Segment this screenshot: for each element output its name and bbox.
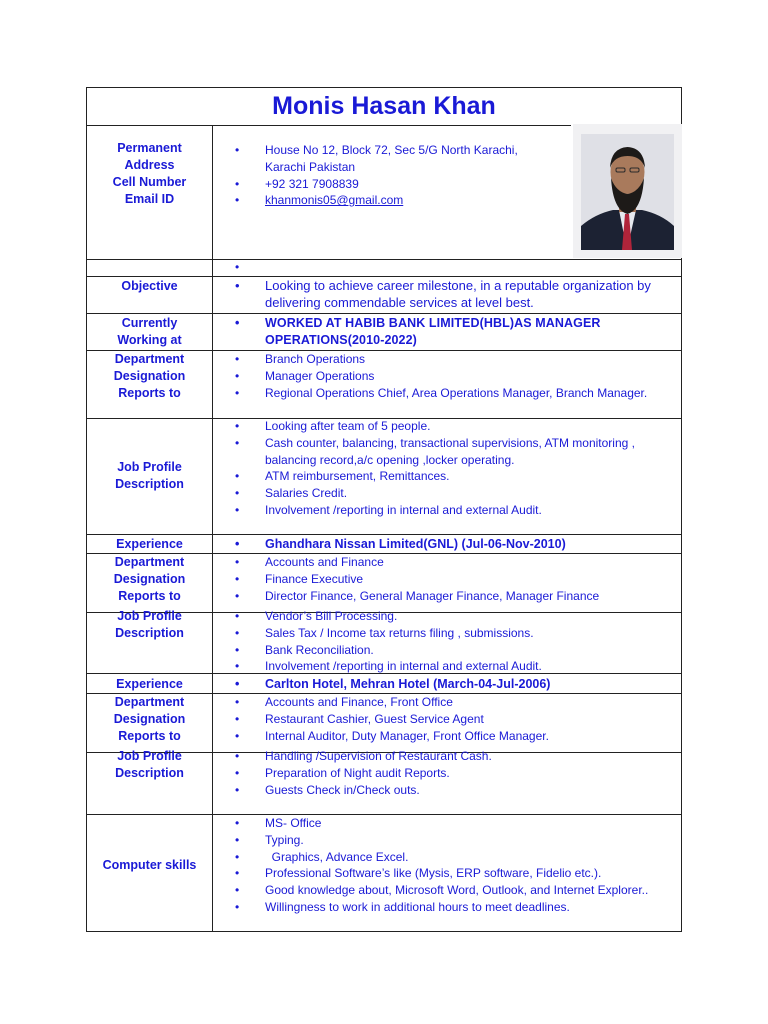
gnl-reports-to: • Director Finance, General Manager Finance, Manager Finance xyxy=(235,588,673,605)
description-label: Description xyxy=(115,766,184,780)
department-label: Department xyxy=(114,555,185,569)
address-label: Address xyxy=(124,158,175,172)
carlton-employer: • Carlton Hotel, Mehran Hotel (March-04-Jul-2006) xyxy=(235,676,673,693)
hbl-duties xyxy=(235,418,673,519)
skill-item: • Graphics, Advance Excel. xyxy=(235,849,673,866)
gnl-duty: • Bank Reconciliation. xyxy=(235,642,673,659)
carlton-experience xyxy=(235,676,673,693)
carlton-role-content xyxy=(235,694,673,744)
carlton-role-labels xyxy=(87,694,212,745)
hbl-duty: • Involvement /reporting in internal and external Audit. xyxy=(235,502,673,519)
phone-item: • +92 321 7908839 xyxy=(235,176,561,193)
gnl-role-labels xyxy=(87,554,212,605)
computer-skills xyxy=(235,815,673,916)
carlton-designation: • Restaurant Cashier, Guest Service Agent xyxy=(235,711,673,728)
job-profile-label: Job Profile xyxy=(117,609,182,623)
computer-skills-label: Computer skills xyxy=(102,858,197,872)
email-item xyxy=(235,192,561,209)
profile-photo xyxy=(573,124,682,258)
designation-label: Designation xyxy=(113,369,186,383)
designation-label: Designation xyxy=(113,712,186,726)
gnl-experience xyxy=(235,536,673,553)
contact-content xyxy=(235,142,561,209)
address-line-1: House No 12, Block 72, Sec 5/G North Karachi, xyxy=(265,143,518,157)
working-at-label: Working at xyxy=(117,333,182,347)
hbl-department: • Branch Operations xyxy=(235,351,673,368)
job-profile-label: Job Profile xyxy=(117,749,182,763)
reports-to-label: Reports to xyxy=(118,589,181,603)
gnl-department: • Accounts and Finance xyxy=(235,554,673,571)
row-divider xyxy=(87,276,681,277)
description-label: Description xyxy=(115,626,184,640)
row-divider xyxy=(87,259,681,260)
currently-label: Currently xyxy=(121,316,178,330)
objective-label: Objective xyxy=(121,279,178,293)
carlton-experience-label: Experience xyxy=(116,677,183,691)
hbl-designation: • Manager Operations xyxy=(235,368,673,385)
objective-content xyxy=(235,278,673,312)
candidate-name: Monis Hasan Khan xyxy=(272,92,496,120)
reports-to-label: Reports to xyxy=(118,386,181,400)
address-item xyxy=(235,142,561,176)
hbl-role-labels xyxy=(87,351,212,402)
gnl-duty: • Involvement /reporting in internal and external Audit. xyxy=(235,658,673,675)
hbl-duty: • Looking after team of 5 people. xyxy=(235,418,673,435)
carlton-duties xyxy=(235,748,673,798)
hbl-duty: • Salaries Credit. xyxy=(235,485,673,502)
hbl-duty: • Cash counter, balancing, transactional supervisions, ATM monitoring , balancing record,a/c opening ,locker operating. xyxy=(235,435,673,469)
skill-item: • Typing. xyxy=(235,832,673,849)
carlton-duty: • Preparation of Night audit Reports. xyxy=(235,765,673,782)
resume-table xyxy=(86,87,682,932)
hbl-reports-to: • Regional Operations Chief, Area Operations Manager, Branch Manager. xyxy=(235,385,673,402)
carlton-duty: • Handling /Supervision of Restaurant Cash. xyxy=(235,748,673,765)
objective-text: • Looking to achieve career milestone, in a reputable organization by delivering commendable services at level best. xyxy=(235,278,673,312)
portrait-image xyxy=(581,134,674,250)
gnl-experience-label: Experience xyxy=(116,537,183,551)
gnl-role-content xyxy=(235,554,673,604)
skill-item: • Professional Software’s like (Mysis, ERP software, Fidelio etc.). xyxy=(235,865,673,882)
department-label: Department xyxy=(114,352,185,366)
carlton-reports-to: • Internal Auditor, Duty Manager, Front Office Manager. xyxy=(235,728,673,745)
current-employer: • WORKED AT HABIB BANK LIMITED(HBL)AS MANAGER OPERATIONS(2010-2022) xyxy=(235,315,673,349)
contact-labels xyxy=(87,140,212,208)
skill-item: • Willingness to work in additional hours to meet deadlines. xyxy=(235,899,673,916)
hbl-role-content xyxy=(235,351,673,401)
row-divider xyxy=(87,534,681,535)
skill-item: • MS- Office xyxy=(235,815,673,832)
carlton-job-labels xyxy=(87,748,212,782)
current-content xyxy=(235,315,673,349)
email-link[interactable]: khanmonis05@gmail.com xyxy=(265,193,404,208)
job-profile-label: Job Profile xyxy=(117,460,182,474)
gnl-designation: • Finance Executive xyxy=(235,571,673,588)
gnl-duties xyxy=(235,608,673,675)
gnl-job-labels xyxy=(87,608,212,642)
row-divider xyxy=(87,313,681,314)
current-label xyxy=(87,315,212,349)
email-id-label: Email ID xyxy=(124,192,175,206)
permanent-label: Permanent xyxy=(117,141,182,155)
cell-number-label: Cell Number xyxy=(112,175,187,189)
description-label: Description xyxy=(115,477,184,491)
reports-to-label: Reports to xyxy=(118,729,181,743)
hbl-duty: • ATM reimbursement, Remittances. xyxy=(235,468,673,485)
gnl-employer: • Ghandhara Nissan Limited(GNL) (Jul-06-Nov-2010) xyxy=(235,536,673,553)
row-divider xyxy=(87,125,571,126)
designation-label: Designation xyxy=(113,572,186,586)
carlton-department: • Accounts and Finance, Front Office xyxy=(235,694,673,711)
gnl-duty: • Sales Tax / Income tax returns filing , submissions. xyxy=(235,625,673,642)
column-divider xyxy=(212,125,213,932)
address-line-2: Karachi Pakistan xyxy=(265,159,356,174)
department-label: Department xyxy=(114,695,185,709)
hbl-job-labels xyxy=(87,459,212,493)
skill-item: • Good knowledge about, Microsoft Word, Outlook, and Internet Explorer.. xyxy=(235,882,673,899)
gnl-duty: • Vendor’s Bill Processing. xyxy=(235,608,673,625)
carlton-duty: • Guests Check in/Check outs. xyxy=(235,782,673,799)
